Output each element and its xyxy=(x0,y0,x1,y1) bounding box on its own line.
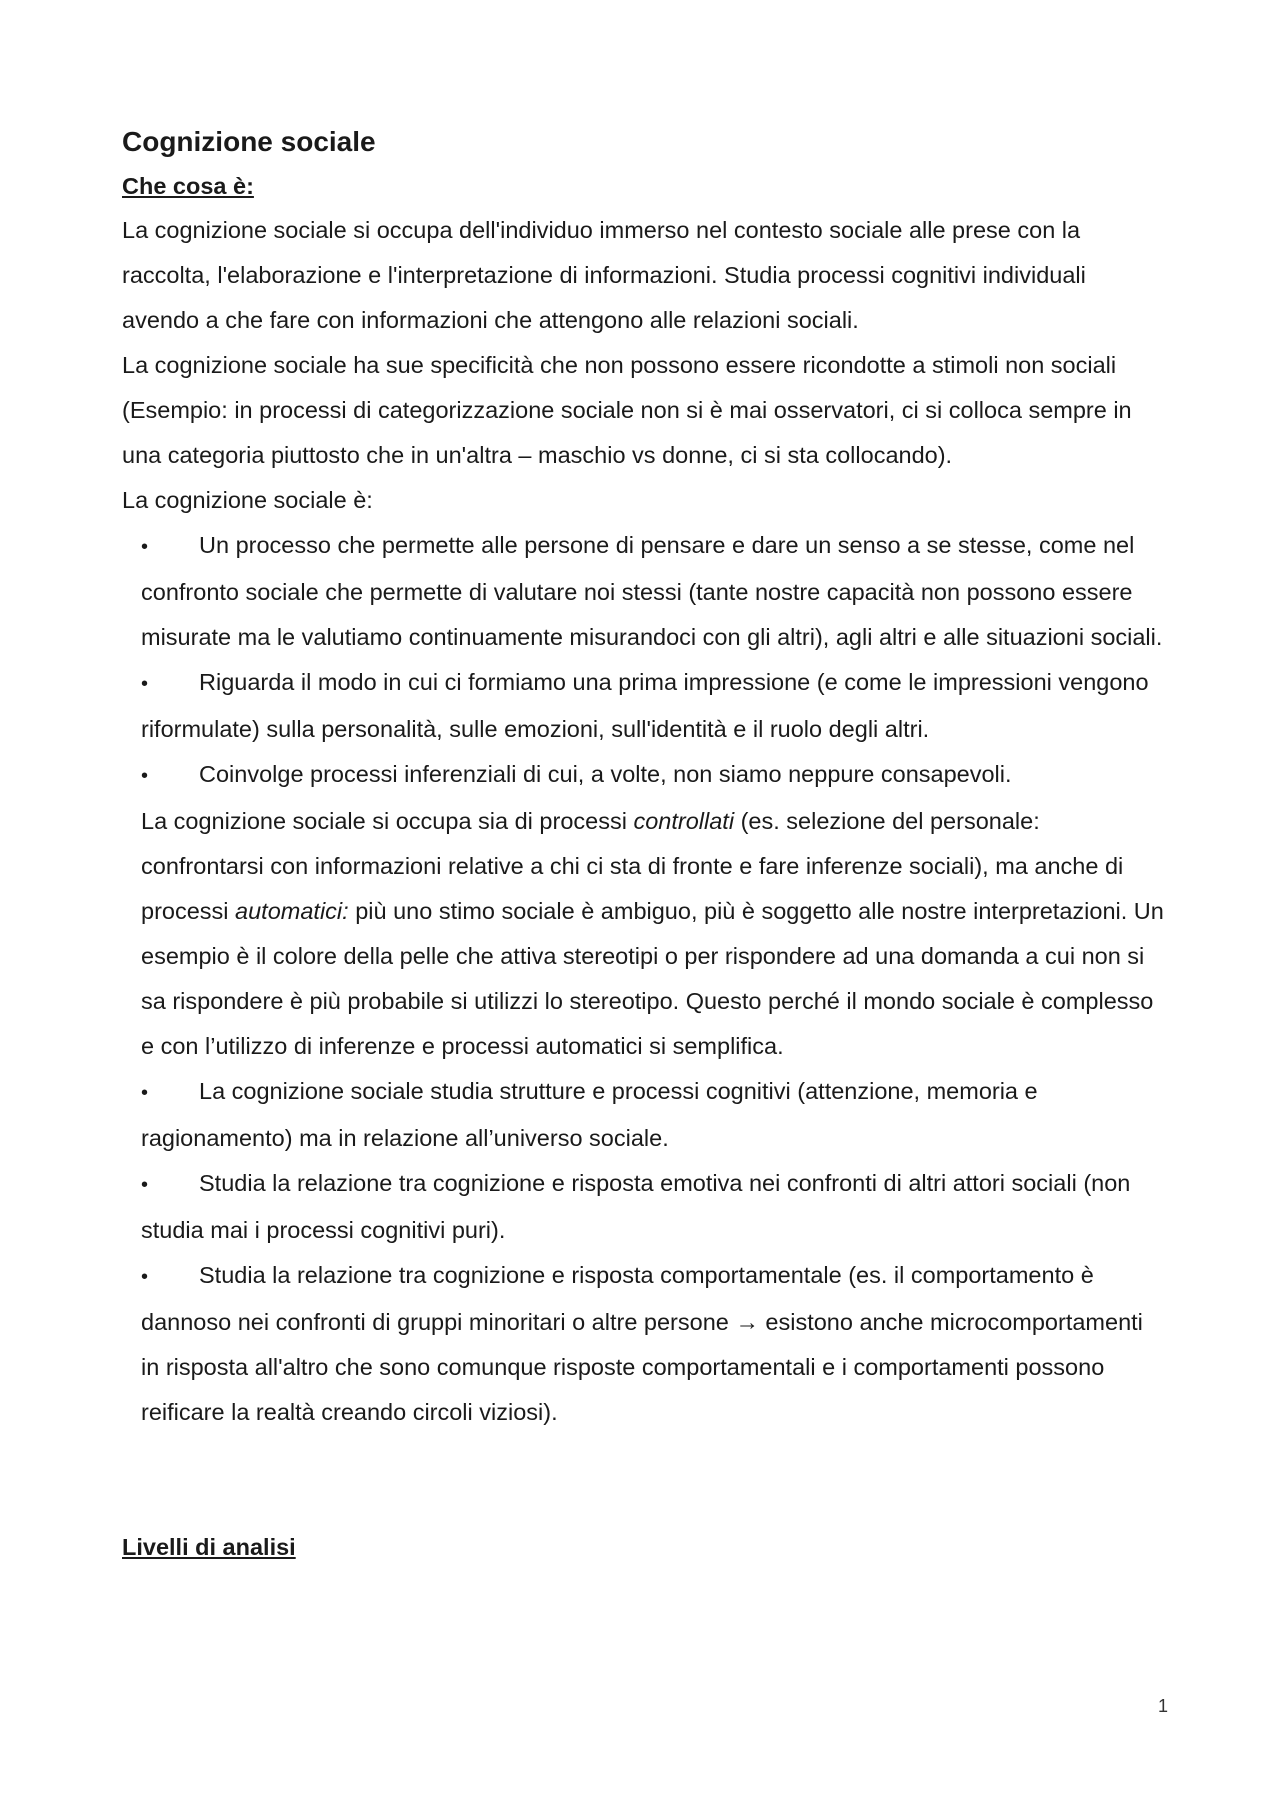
section-spacer xyxy=(122,1435,1167,1525)
bullet-text: La cognizione sociale studia strutture e processi cognitivi (attenzione, memoria e ragionamento) ma in relazione all’universo sociale. xyxy=(141,1078,1038,1151)
paragraph-text: La cognizione sociale si occupa sia di processi xyxy=(141,808,634,834)
bullet-item xyxy=(122,1069,1167,1161)
bullet-text: Riguarda il modo in cui ci formiamo una prima impressione (e come le impressioni vengono riformulate) sulla personalità, sulle emozioni, sull'identità e il ruolo degli altri. xyxy=(141,669,1149,742)
section-heading-livelli-di-analisi: Livelli di analisi xyxy=(122,1534,296,1560)
bullet-item xyxy=(122,523,1167,660)
bullet-icon: • xyxy=(141,536,149,558)
page-number: 1 xyxy=(1157,1696,1168,1716)
list-intro: La cognizione sociale è: xyxy=(122,487,373,513)
controlled-automatic-paragraph xyxy=(122,799,1167,1069)
bullet-text: Studia la relazione tra cognizione e risposta comportamentale (es. il comportamento è dannoso nei confronti di gruppi minoritari o altre persone → esistono anche microcomportamenti in risposta all'altro che sono comunque risposte comportamentali e i comportamenti possono reificare la realtà creando circoli viziosi). xyxy=(141,1262,1143,1425)
section-heading-che-cosa-e: Che cosa è: xyxy=(122,173,254,199)
bullet-icon: • xyxy=(141,765,149,787)
document-body xyxy=(122,120,1167,1569)
intro-paragraph: La cognizione sociale si occupa dell'individuo immerso nel contesto sociale alle prese con la raccolta, l'elaborazione e l'interpretazione di informazioni. Studia processi cognitivi individuali avendo a che fare con informazioni che attengono alle relazioni sociali. xyxy=(122,217,1086,333)
bullet-item xyxy=(122,1161,1167,1253)
bullet-text: Coinvolge processi inferenziali di cui, a volte, non siamo neppure consapevoli. xyxy=(199,761,1012,787)
italic-term-controllati: controllati xyxy=(633,808,735,834)
bullet-icon: • xyxy=(141,1174,149,1196)
bullet-text: Studia la relazione tra cognizione e risposta emotiva nei confronti di altri attori sociali (non studia mai i processi cognitivi puri). xyxy=(141,1170,1131,1243)
bullet-text: Un processo che permette alle persone di pensare e dare un senso a se stesse, come nel confronto sociale che permette di valutare noi stessi (tante nostre capacità non possono essere misurate ma le valutiamo continuamente misurandoci con gli altri), agli altri e alle situazioni sociali. xyxy=(141,532,1163,650)
bullet-item xyxy=(122,752,1167,799)
bullet-icon: • xyxy=(141,1082,149,1104)
paragraph-text: (es. selezione del personale: confrontarsi con informazioni relative a chi ci sta di fronte e fare inferenze sociali), ma anche di processi xyxy=(141,808,1124,924)
bullet-icon: • xyxy=(141,673,149,695)
specificity-paragraph: La cognizione sociale ha sue specificità che non possono essere ricondotte a stimoli non sociali (Esempio: in processi di categorizzazione sociale non si è mai osservatori, ci si colloca sempre in una categoria piuttosto che in un'altra – maschio vs donne, ci si sta collocando). xyxy=(122,352,1132,468)
bullet-item xyxy=(122,1253,1167,1435)
bullet-icon: • xyxy=(141,1266,149,1288)
bullet-item xyxy=(122,660,1167,752)
italic-term-automatici: automatici: xyxy=(235,898,349,924)
document-title: Cognizione sociale xyxy=(122,126,376,157)
paragraph-text: più uno stimo sociale è ambiguo, più è soggetto alle nostre interpretazioni. Un esempio è il colore della pelle che attiva stereotipi o per rispondere ad una domanda a cui non si sa rispondere è più probabile si utilizzi lo stereotipo. Questo perché il mondo sociale è complesso e con l’utilizzo di inferenze e processi automatici si semplifica. xyxy=(141,898,1164,1059)
